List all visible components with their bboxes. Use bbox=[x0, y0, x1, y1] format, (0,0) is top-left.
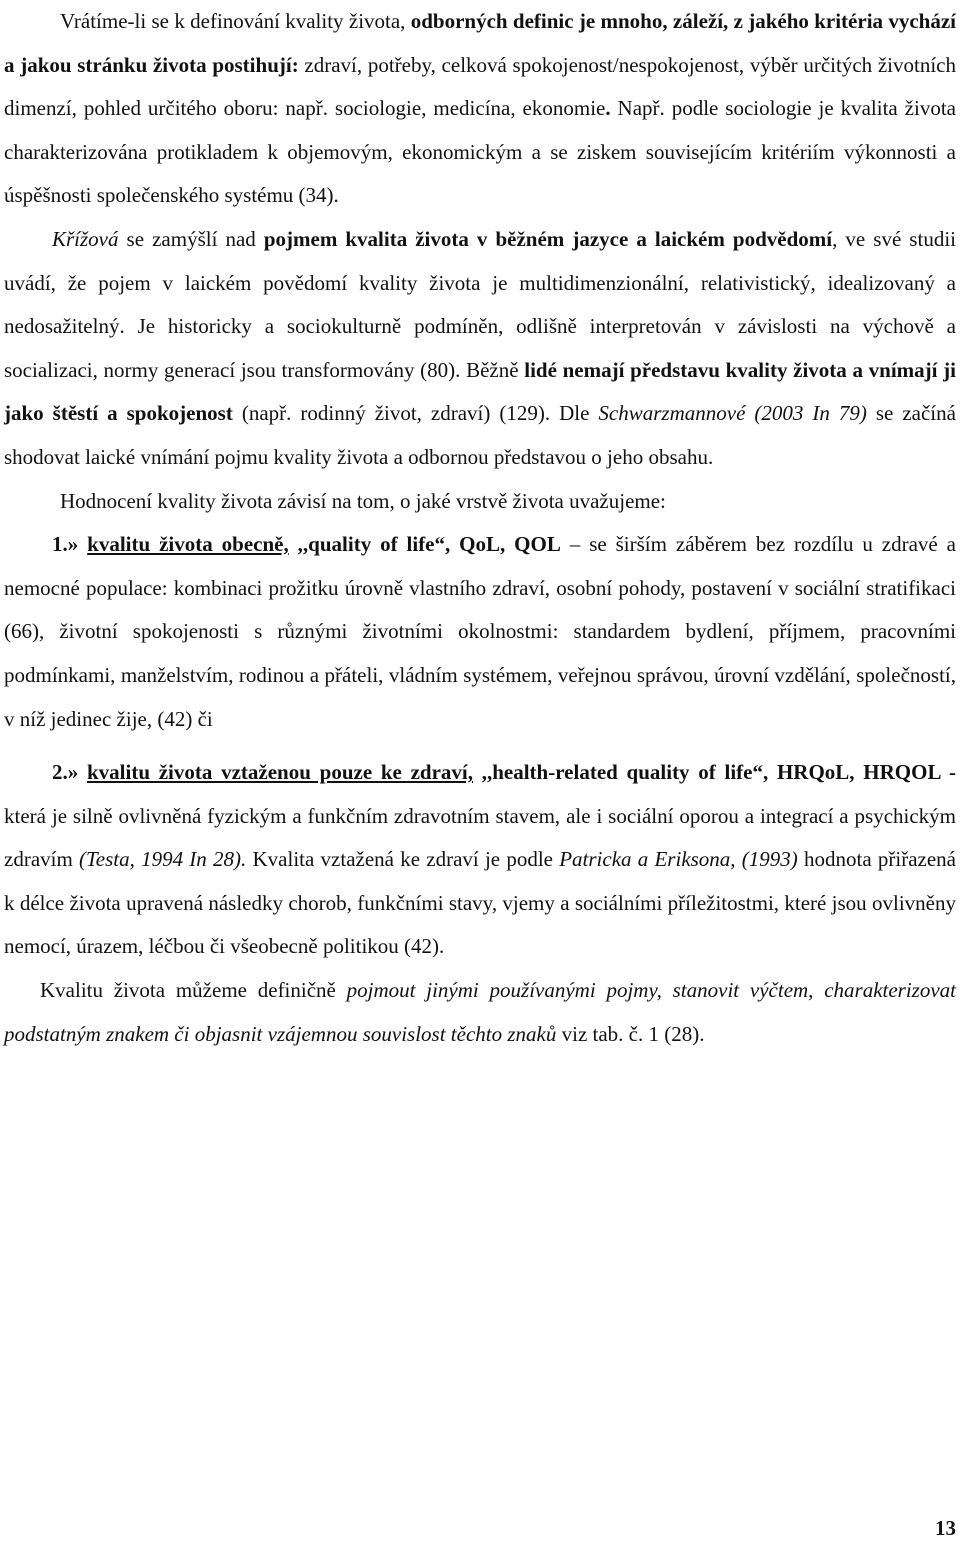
text-run: , ve své studii uvádí, že pojem v laickém povědomí kvality života je multidimenzionální, relativistický, idealizovaný a nedosažitelný. Je historicky a sociokulturně podmíněn, odlišně interpretován v závislosti na výchově a socializaci, normy generací jsou transformovány (80). Běžně bbox=[4, 226, 956, 382]
italic-run: Schwarzmannové (2003 In 79) bbox=[598, 401, 867, 426]
bold-run: odborných definic je mnoho, záleží, z jakého kritéria vychází a jakou stránku života postihují: bbox=[4, 9, 956, 77]
text-run: Např. podle sociologie je kvalita života charakterizována protikladem k objemovým, ekonomickým a se ziskem souvisejícím kritériím výkonnosti a úspěšnosti společenského systému (34). bbox=[4, 96, 956, 208]
bold-run: ,,quality of life“, QoL, QOL bbox=[288, 532, 561, 557]
paragraph-layers-intro: Hodnocení kvality života závisí na tom, o jaké vrstvě života uvažujeme: bbox=[60, 488, 666, 513]
bold-run: ,,health-related quality of life“, HRQoL, HRQOL - bbox=[473, 760, 957, 785]
italic-run: (Testa, 1994 In 28). bbox=[79, 847, 247, 872]
paragraph-item-1 bbox=[4, 523, 956, 741]
paragraph-definitions bbox=[4, 0, 956, 218]
spacer bbox=[4, 741, 956, 751]
italic-run: Patricka a Eriksona, (1993) bbox=[559, 847, 798, 872]
text-run: se zamýšlí nad bbox=[118, 226, 264, 251]
text-run: se začíná shodovat laické vnímání pojmu kvality života a odbornou představou o jeho obsahu. bbox=[4, 401, 956, 469]
bold-run: . bbox=[605, 96, 618, 121]
bold-run: lidé nemají představu kvality života a vnímají ji jako štěstí a spokojenost bbox=[4, 357, 956, 426]
text-run: zdraví, potřeby, celková spokojenost/nespokojenost, výběr určitých životních dimenzí, pohled určitého oboru: např. sociologie, medicína, ekonomie bbox=[4, 52, 957, 121]
paragraph-item-2 bbox=[4, 751, 956, 969]
page-number: 13 bbox=[935, 1516, 956, 1540]
text-run: Kvalita vztažená ke zdraví je podle bbox=[246, 847, 560, 872]
item-number: 2.» bbox=[52, 760, 87, 785]
text-run: hodnota přiřazená k délce života upravená následky chorob, funkčními stavy, vjemy a sociálními příležitostmi, které jsou ovlivněny nemocí, úrazem, léčbou či všeobecně politikou (42). bbox=[4, 847, 956, 959]
text-run: (např. rodinný život, zdraví) (129). Dle bbox=[232, 401, 599, 426]
item-number: 1.» bbox=[52, 532, 88, 557]
bold-run: pojmem kvalita života v běžném jazyce a laickém podvědomí bbox=[263, 226, 833, 251]
text-run: – se širším záběrem bez rozdílu u zdravé a nemocné populace: kombinaci prožitku úrovně vlastního zdraví, osobní pohody, postavení v sociální stratifikaci (66), životní spokojenosti s různými životními okolnostmi: standardem bydlení, příjmem, pracovními podmínkami, manželstvím, rodinou a přáteli, vládním systémem, veřejnou správou, úrovní vzdělání, společností, v níž jedinec žije, (42) či bbox=[4, 532, 956, 731]
text-run: Vrátíme-li se k definování kvality života, bbox=[60, 9, 411, 33]
text-run: viz tab. č. 1 (28). bbox=[556, 1021, 705, 1046]
underlined-term: kvalitu života obecně, bbox=[87, 532, 289, 557]
paragraph-lay-concept bbox=[4, 218, 956, 480]
text-run: která je silně ovlivněná fyzickým a funkčním zdravotním stavem, ale i sociální oporou a integrací a psychickým zdravím bbox=[4, 803, 956, 872]
italic-run: pojmout jinými používanými pojmy, stanovit výčtem, charakterizovat podstatným znakem či objasnit vzájemnou souvislost těchto znaků bbox=[4, 978, 957, 1046]
paragraph-definition-methods bbox=[4, 969, 956, 1056]
text-run: Kvalitu života můžeme definičně bbox=[40, 978, 347, 1003]
italic-run: Křížová bbox=[52, 226, 119, 251]
underlined-term: kvalitu života vztaženou pouze ke zdraví, bbox=[86, 760, 473, 785]
document-body bbox=[4, 0, 956, 1056]
